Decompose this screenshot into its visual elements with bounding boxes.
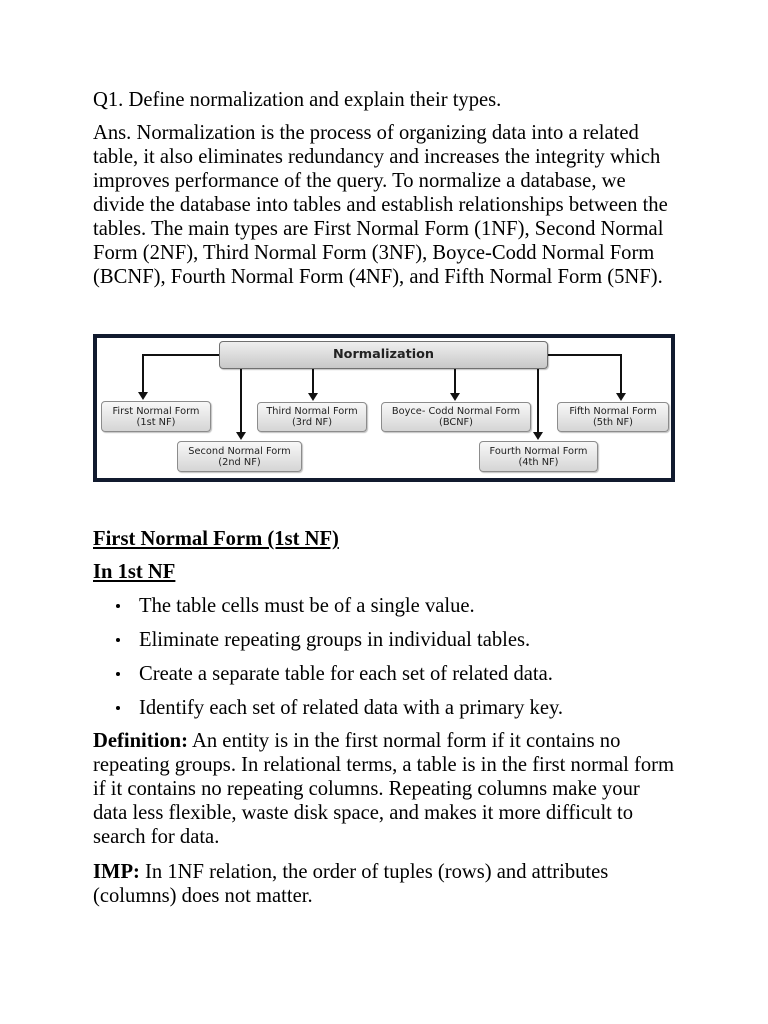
node-abbrev-label: (1st NF) — [136, 416, 176, 428]
arrow-to-third-normal-form — [308, 369, 318, 401]
diagram-node-normalization — [219, 341, 548, 369]
normalization-diagram — [93, 334, 675, 482]
question-text: Q1. Define normalization and explain their types. — [93, 89, 502, 111]
list-item — [93, 696, 563, 720]
answer-line: divide the database into tables and establish relationships between the — [93, 194, 668, 216]
arrow-to-fourth-normal-form — [533, 369, 543, 440]
diagram-node-second-normal-form — [177, 441, 302, 472]
list-item — [93, 628, 563, 652]
node-title-label: Boyce- Codd Normal Form — [391, 406, 521, 417]
bullet-icon — [116, 706, 120, 710]
bullet-list — [93, 594, 563, 730]
definition-line: data less flexible, waste disk space, and makes it more difficult to — [93, 802, 634, 824]
diagram-node-third-normal-form — [257, 402, 367, 432]
definition-text: An entity is in the first normal form if it contains no — [191, 730, 621, 752]
arrow-to-second-normal-form — [236, 369, 246, 440]
answer-line: Form (2NF), Third Normal Form (3NF), Boyce-Codd Normal Form — [93, 242, 655, 264]
definition-paragraph — [93, 729, 674, 849]
arrow-to-boyce-codd-normal-form — [450, 369, 460, 401]
node-title-label: Fifth Normal Form — [569, 406, 657, 417]
diagram-node-fifth-normal-form — [557, 402, 669, 432]
node-title-label: Third Normal Form — [266, 406, 358, 417]
definition-line — [93, 729, 674, 753]
answer-line: (BCNF), Fourth Normal Form (4NF), and Fifth Normal Form (5NF). — [93, 266, 663, 288]
definition-label: Definition: — [93, 730, 188, 752]
arrow-to-fifth-normal-form — [548, 355, 626, 401]
section-heading: First Normal Form (1st NF) — [93, 528, 339, 550]
definition-line: if it contains no repeating columns. Repeating columns make your — [93, 778, 640, 800]
list-item — [93, 594, 563, 618]
node-title-label: Normalization — [332, 347, 435, 362]
section-subheading: In 1st NF — [93, 561, 176, 583]
answer-line: Ans. Normalization is the process of organizing data into a related — [93, 122, 639, 144]
imp-text: In 1NF relation, the order of tuples (rows) and attributes — [145, 861, 609, 883]
node-abbrev-label: (3rd NF) — [291, 417, 333, 428]
answer-line: tables. The main types are First Normal Form (1NF), Second Normal — [93, 218, 664, 240]
node-title-label: Second Normal Form — [188, 445, 291, 457]
diagram-node-first-normal-form — [101, 401, 211, 432]
answer-paragraph — [93, 121, 668, 289]
node-abbrev-label: (BCNF) — [439, 417, 473, 428]
imp-line: (columns) does not matter. — [93, 885, 313, 907]
bullet-icon — [116, 672, 120, 676]
imp-line — [93, 860, 608, 884]
imp-label: IMP: — [93, 861, 140, 883]
list-item-text: The table cells must be of a single value. — [139, 595, 475, 617]
definition-line: search for data. — [93, 826, 220, 848]
diagram-node-fourth-normal-form — [479, 441, 598, 472]
node-abbrev-label: (4th NF) — [518, 456, 559, 468]
definition-line: repeating groups. In relational terms, a table is in the first normal form — [93, 754, 675, 776]
answer-line: table, it also eliminates redundancy and increases the integrity which — [93, 146, 661, 168]
list-item-text: Eliminate repeating groups in individual tables. — [139, 629, 531, 651]
bullet-icon — [116, 604, 120, 608]
list-item-text: Identify each set of related data with a primary key. — [139, 697, 564, 719]
node-abbrev-label: (2nd NF) — [218, 456, 261, 468]
answer-line: improves performance of the query. To normalize a database, we — [93, 170, 626, 192]
imp-paragraph — [93, 860, 608, 908]
diagram-node-boyce-codd-normal-form — [381, 402, 531, 432]
list-item-text: Create a separate table for each set of related data. — [139, 663, 553, 685]
node-title-label: Fourth Normal Form — [489, 445, 588, 457]
list-item — [93, 662, 563, 686]
bullet-icon — [116, 638, 120, 642]
node-abbrev-label: (5th NF) — [592, 417, 633, 428]
node-title-label: First Normal Form — [112, 405, 200, 417]
arrow-to-first-normal-form — [138, 355, 219, 400]
